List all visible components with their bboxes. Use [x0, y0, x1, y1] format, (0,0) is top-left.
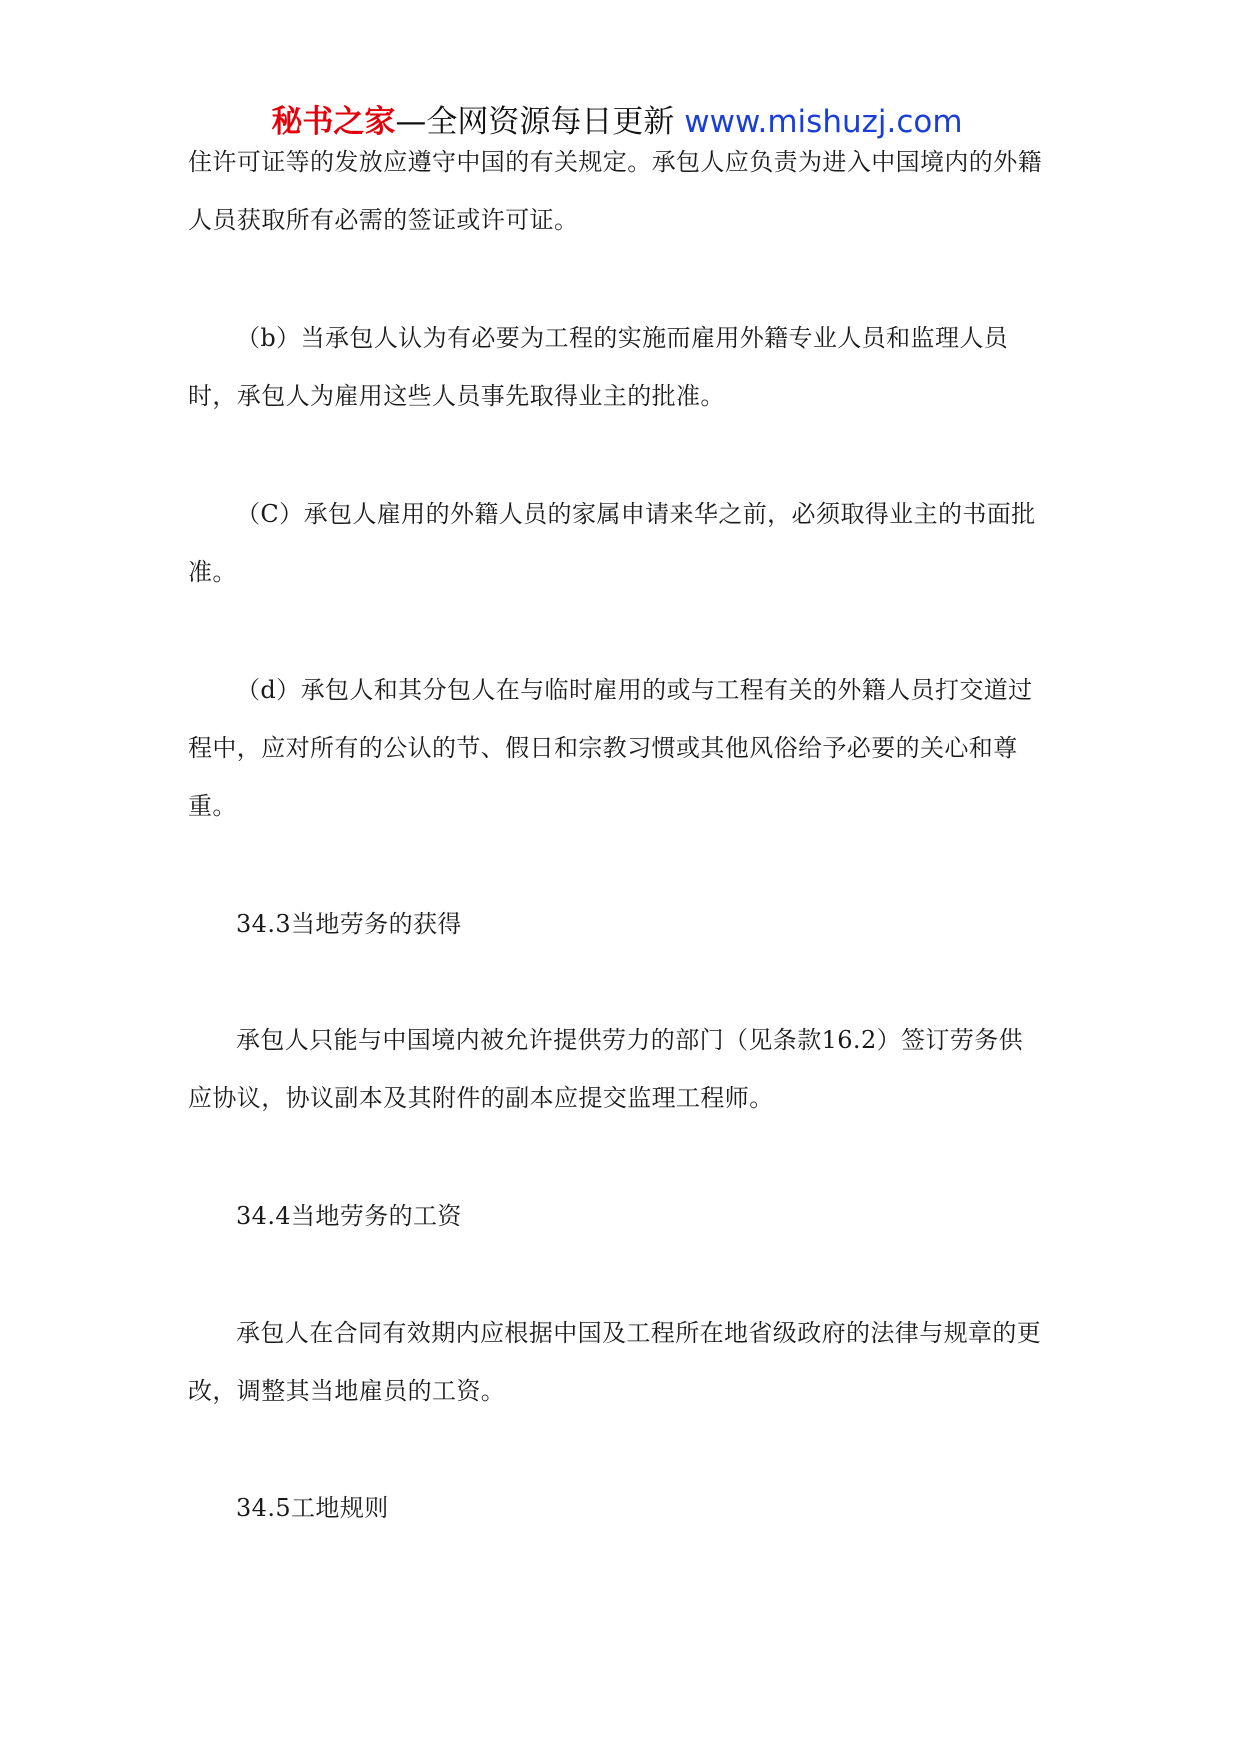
paragraph-visa-permits: 住许可证等的发放应遵守中国的有关规定。承包人应负责为进入中国境内的外籍人员获取所有必需的签证或许可证。 — [188, 148, 1042, 234]
header-tagline: —全网资源每日更新 — [395, 104, 675, 140]
paragraph-labour-agreement: 承包人只能与中国境内被允许提供劳力的部门（见条款16.2）签订劳务供应协议，协议副本及其附件的副本应提交监理工程师。 — [188, 1026, 1024, 1112]
paragraph-item-b: （b）当承包人认为有必要为工程的实施而雇用外籍专业人员和监理人员时，承包人为雇用这些人员事先取得业主的批准。 — [188, 324, 1009, 410]
site-url: www.mishuzj.com — [684, 104, 963, 140]
paragraph-item-d: （d）承包人和其分包人在与临时雇用的或与工程有关的外籍人员打交道过程中，应对所有的公认的节、假日和宗教习惯或其他风俗给予必要的关心和尊重。 — [188, 676, 1033, 820]
section-heading-34-5: 34.5工地规则 — [236, 1494, 389, 1522]
paragraph-wage-adjustment: 承包人在合同有效期内应根据中国及工程所在地省级政府的法律与规章的更改，调整其当地雇员的工资。 — [188, 1319, 1042, 1405]
section-heading-34-4: 34.4当地劳务的工资 — [236, 1202, 462, 1230]
paragraph-item-c: （C）承包人雇用的外籍人员的家属申请来华之前，必须取得业主的书面批准。 — [188, 500, 1036, 586]
brand-name: 秘书之家 — [271, 104, 396, 140]
section-heading-34-3: 34.3当地劳务的获得 — [236, 910, 462, 938]
